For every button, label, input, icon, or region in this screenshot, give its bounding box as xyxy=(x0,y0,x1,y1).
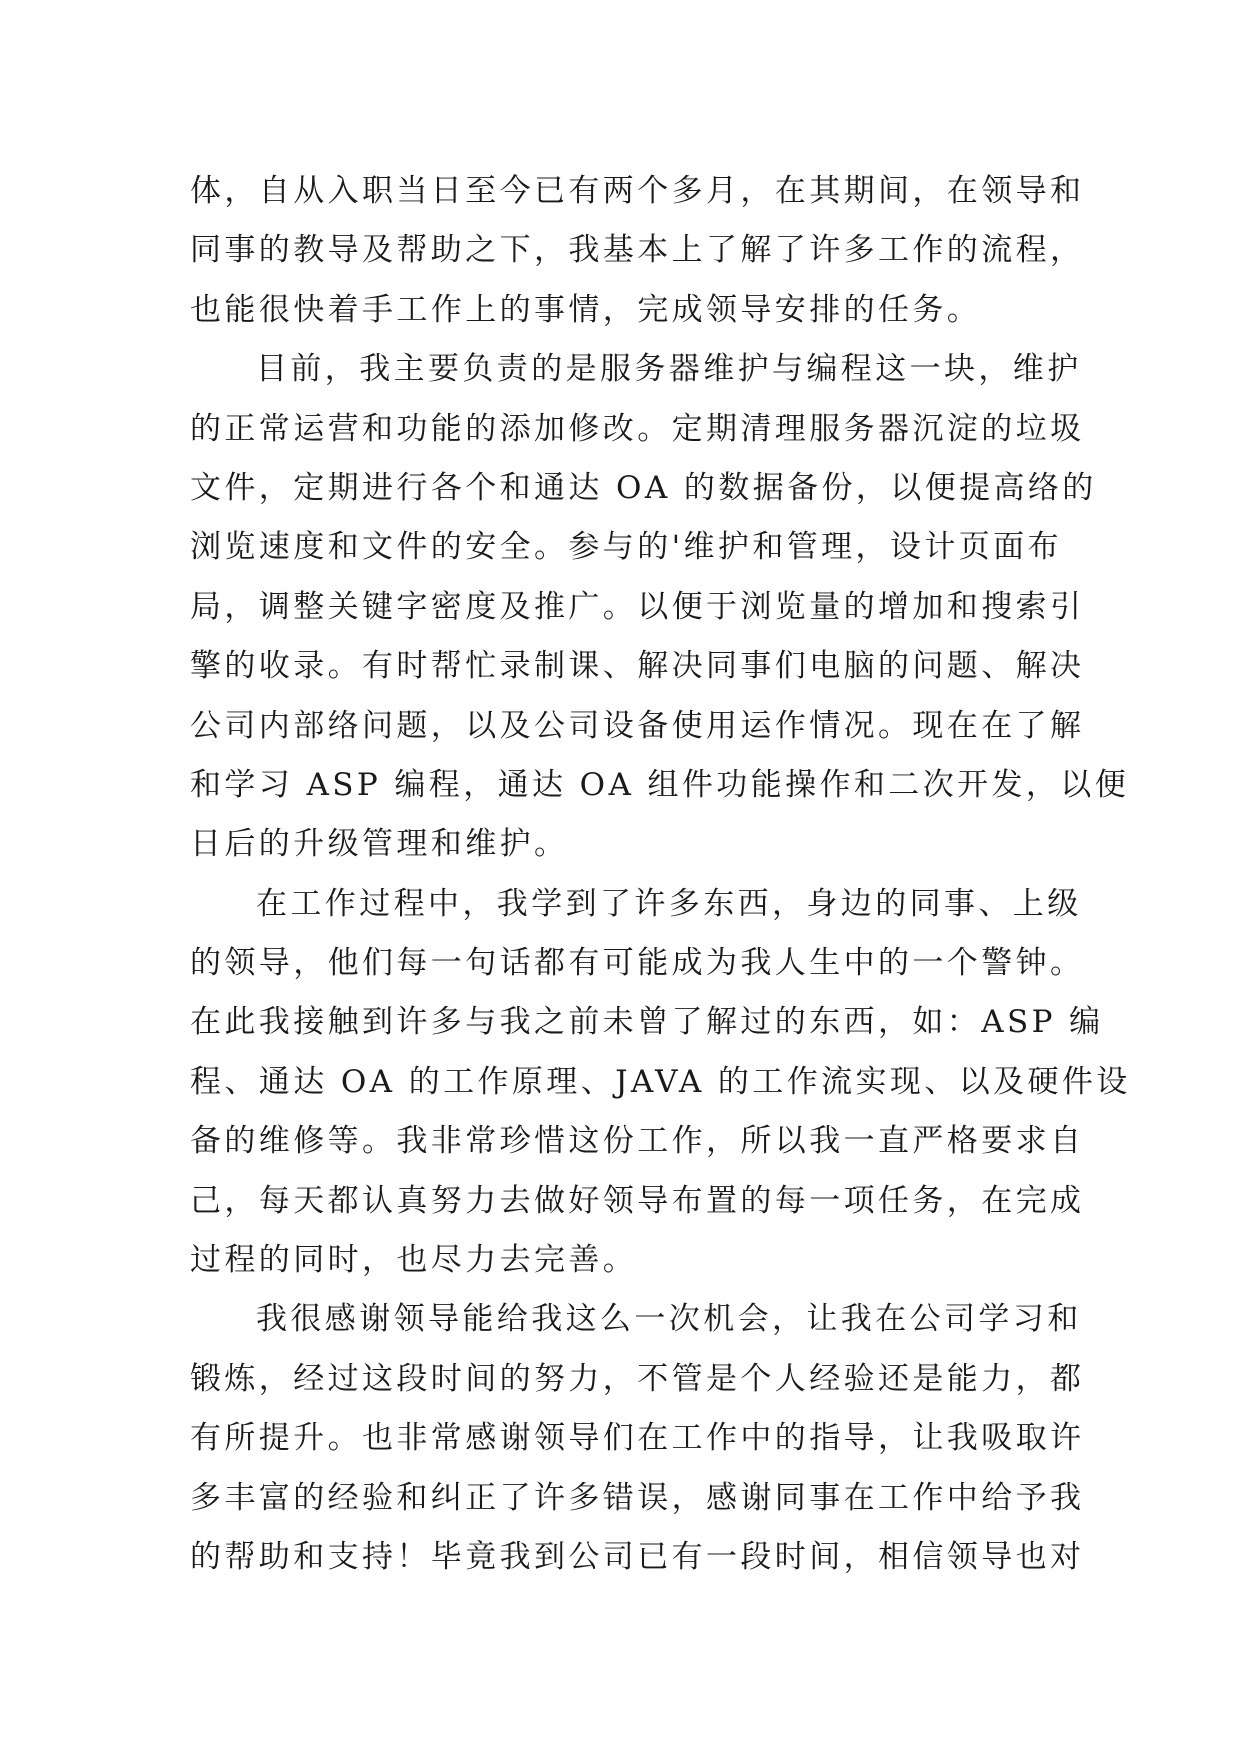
text-line: 公司内部络问题，以及公司设备使用运作情况。现在在了解 xyxy=(190,707,1085,744)
text-line: 多丰富的经验和纠正了许多错误，感谢同事在工作中给予我 xyxy=(190,1479,1085,1516)
text-line: 也能很快着手工作上的事情，完成领导安排的任务。 xyxy=(190,291,982,328)
text-line: 有所提升。也非常感谢领导们在工作中的指导，让我吸取许 xyxy=(190,1420,1085,1457)
text-line: 锻炼，经过这段时间的努力，不管是个人经验还是能力，都 xyxy=(190,1360,1085,1397)
text-line: 的正常运营和功能的添加修改。定期清理服务器沉淀的垃圾 xyxy=(190,410,1085,447)
text-line: 我很感谢领导能给我这么一次机会，让我在公司学习和 xyxy=(256,1301,1082,1338)
paragraph-4 xyxy=(190,1290,1085,1587)
text-line: 局，调整关键字密度及推广。以便于浏览量的增加和搜索引 xyxy=(190,588,1085,625)
text-line: 和学习 ASP 编程，通达 OA 组件功能操作和二次开发，以便 xyxy=(190,766,1130,803)
paragraph-1 xyxy=(190,162,1085,340)
text-line: 的帮助和支持！毕竟我到公司已有一段时间，相信领导也对 xyxy=(190,1538,1085,1575)
text-line: 程、通达 OA 的工作原理、JAVA 的工作流实现、以及硬件设 xyxy=(190,1063,1131,1100)
text-line: 备的维修等。我非常珍惜这份工作，所以我一直严格要求自 xyxy=(190,1123,1085,1160)
text-line: 己，每天都认真努力去做好领导布置的每一项任务，在完成 xyxy=(190,1182,1085,1219)
paragraph-3 xyxy=(190,875,1131,1291)
text-line: 日后的升级管理和维护。 xyxy=(190,826,569,863)
text-line: 的领导，他们每一句话都有可能成为我人生中的一个警钟。 xyxy=(190,945,1085,982)
text-line: 浏览速度和文件的安全。参与的'维护和管理，设计页面布 xyxy=(190,529,1062,566)
document-page xyxy=(190,162,1131,1587)
paragraph-2 xyxy=(190,340,1130,875)
text-line: 目前，我主要负责的是服务器维护与编程这一块，维护 xyxy=(256,351,1082,388)
text-line: 在此我接触到许多与我之前未曾了解过的东西，如：ASP 编 xyxy=(190,1004,1104,1041)
text-line: 擎的收录。有时帮忙录制课、解决同事们电脑的问题、解决 xyxy=(190,648,1085,685)
text-line: 过程的同时，也尽力去完善。 xyxy=(190,1242,638,1279)
text-line: 在工作过程中，我学到了许多东西，身边的同事、上级 xyxy=(256,885,1082,922)
text-line: 同事的教导及帮助之下，我基本上了解了许多工作的流程， xyxy=(190,232,1085,269)
text-line: 体，自从入职当日至今已有两个多月，在其期间，在领导和 xyxy=(190,173,1085,209)
text-line: 文件，定期进行各个和通达 OA 的数据备份，以便提高络的 xyxy=(190,469,1097,506)
